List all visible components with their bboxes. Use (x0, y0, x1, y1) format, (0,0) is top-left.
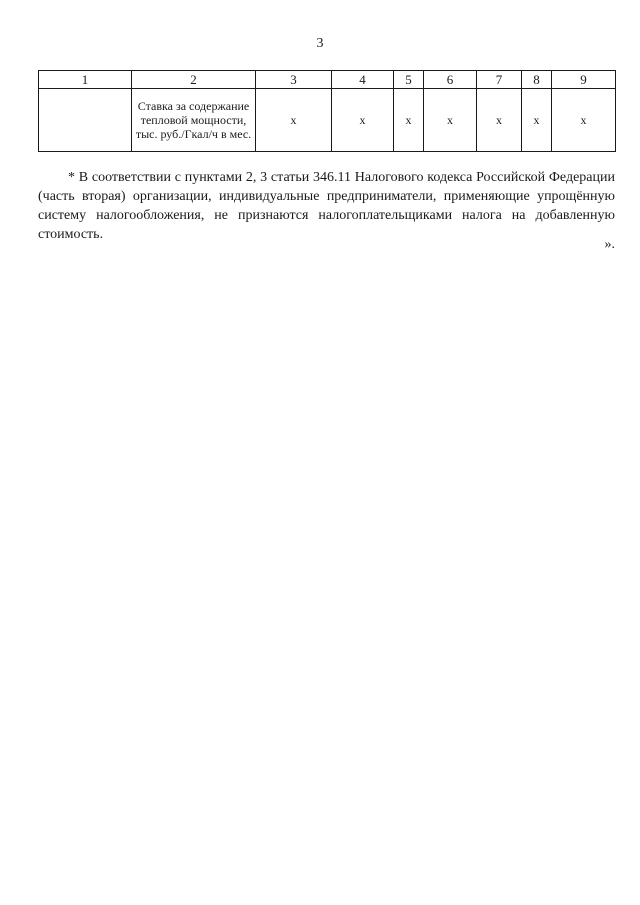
footnote-text: * В соответствии с пунктами 2, 3 статьи 346.11 Налогового кодекса Российской Федерации (часть вторая) организации, индивидуальные предприниматели, применяющие упрощённую систему налогообложения, не признаются налогоплательщиками налога на добавленную стоимость. (38, 170, 615, 242)
table-cell-value: х (424, 89, 477, 152)
table-cell-value: х (256, 89, 332, 152)
column-number-9: 9 (552, 71, 616, 89)
column-number-3: 3 (256, 71, 332, 89)
page-number: 3 (316, 36, 324, 51)
table-cell-value: х (522, 89, 552, 152)
table-cell-value: х (552, 89, 616, 152)
table-row (39, 89, 616, 152)
table-cell-value: х (477, 89, 522, 152)
table-cell-value: х (394, 89, 424, 152)
rate-label-cell: Ставка за содержание тепловой мощности, тыс. руб./Гкал/ч в мес. (132, 89, 256, 152)
column-number-6: 6 (424, 71, 477, 89)
column-number-7: 7 (477, 71, 522, 89)
closing-quote: ». (604, 237, 615, 252)
column-number-4: 4 (332, 71, 394, 89)
table-cell-empty (39, 89, 132, 152)
column-number-5: 5 (394, 71, 424, 89)
table-cell-value: х (332, 89, 394, 152)
column-number-8: 8 (522, 71, 552, 89)
column-number-2: 2 (132, 71, 256, 89)
tariff-table (38, 70, 616, 152)
table-header-row (39, 71, 616, 89)
column-number-1: 1 (39, 71, 132, 89)
